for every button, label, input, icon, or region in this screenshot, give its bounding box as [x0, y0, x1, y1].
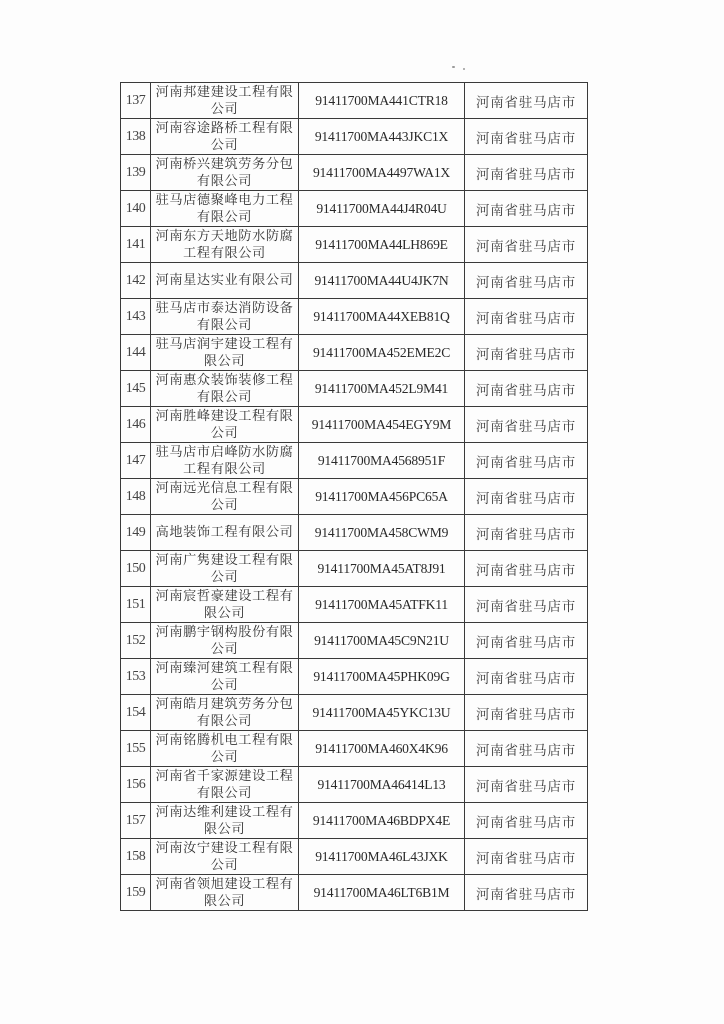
registration-region: 河南省驻马店市 [465, 299, 588, 335]
row-index: 140 [121, 191, 151, 227]
company-registry-table [120, 82, 588, 911]
registration-region: 河南省驻马店市 [465, 191, 588, 227]
registration-region: 河南省驻马店市 [465, 659, 588, 695]
credit-code: 91411700MA45AT8J91 [299, 551, 465, 587]
credit-code: 91411700MA452EME2C [299, 335, 465, 371]
registration-region: 河南省驻马店市 [465, 515, 588, 551]
table-row [121, 875, 588, 911]
row-index: 150 [121, 551, 151, 587]
credit-code: 91411700MA45YKC13U [299, 695, 465, 731]
company-name-cell [151, 623, 299, 659]
row-index: 143 [121, 299, 151, 335]
row-index: 138 [121, 119, 151, 155]
company-name-cell [151, 371, 299, 407]
company-name-cell [151, 551, 299, 587]
registration-region: 河南省驻马店市 [465, 83, 588, 119]
registration-region: 河南省驻马店市 [465, 227, 588, 263]
company-name: 河南省领旭建设工程有限公司 [155, 876, 294, 909]
credit-code: 91411700MA452L9M41 [299, 371, 465, 407]
row-index: 154 [121, 695, 151, 731]
company-name-cell [151, 839, 299, 875]
company-name-cell [151, 407, 299, 443]
company-name: 河南星达实业有限公司 [155, 273, 294, 288]
credit-code: 91411700MA46BDPX4E [299, 803, 465, 839]
table-row [121, 335, 588, 371]
row-index: 146 [121, 407, 151, 443]
row-index: 157 [121, 803, 151, 839]
company-name-cell [151, 695, 299, 731]
company-name: 驻马店德聚峰电力工程有限公司 [155, 192, 294, 225]
company-name-cell [151, 191, 299, 227]
company-name: 河南邦建建设工程有限公司 [155, 84, 294, 117]
credit-code: 91411700MA45ATFK11 [299, 587, 465, 623]
credit-code: 91411700MA456PC65A [299, 479, 465, 515]
company-name-cell [151, 443, 299, 479]
credit-code: 91411700MA44LH869E [299, 227, 465, 263]
credit-code: 91411700MA4568951F [299, 443, 465, 479]
credit-code: 91411700MA44J4R04U [299, 191, 465, 227]
table-row [121, 443, 588, 479]
credit-code: 91411700MA458CWM9 [299, 515, 465, 551]
company-name-cell [151, 299, 299, 335]
table-row [121, 263, 588, 299]
company-name: 河南宸哲豪建设工程有限公司 [155, 588, 294, 621]
table-row [121, 191, 588, 227]
company-name: 河南惠众装饰装修工程有限公司 [155, 372, 294, 405]
company-name: 河南达维利建设工程有限公司 [155, 804, 294, 837]
table-row [121, 695, 588, 731]
credit-code: 91411700MA46414L13 [299, 767, 465, 803]
registration-region: 河南省驻马店市 [465, 119, 588, 155]
company-name: 河南汝宁建设工程有限公司 [155, 840, 294, 873]
table-row [121, 551, 588, 587]
table-row [121, 731, 588, 767]
row-index: 149 [121, 515, 151, 551]
registration-region: 河南省驻马店市 [465, 155, 588, 191]
row-index: 144 [121, 335, 151, 371]
registration-region: 河南省驻马店市 [465, 479, 588, 515]
registration-region: 河南省驻马店市 [465, 551, 588, 587]
registration-region: 河南省驻马店市 [465, 263, 588, 299]
registration-region: 河南省驻马店市 [465, 803, 588, 839]
company-name: 驻马店市启峰防水防腐工程有限公司 [155, 444, 294, 477]
company-name-cell [151, 731, 299, 767]
row-index: 137 [121, 83, 151, 119]
row-index: 159 [121, 875, 151, 911]
table-row [121, 803, 588, 839]
registration-region: 河南省驻马店市 [465, 731, 588, 767]
company-name-cell [151, 767, 299, 803]
table-row [121, 587, 588, 623]
table-row [121, 155, 588, 191]
table-row [121, 119, 588, 155]
company-name-cell [151, 803, 299, 839]
row-index: 155 [121, 731, 151, 767]
registration-region: 河南省驻马店市 [465, 587, 588, 623]
company-name: 高地装饰工程有限公司 [155, 525, 294, 540]
credit-code: 91411700MA443JKC1X [299, 119, 465, 155]
row-index: 148 [121, 479, 151, 515]
company-name-cell [151, 263, 299, 299]
company-name: 河南鹏宇钢构股份有限公司 [155, 624, 294, 657]
company-name-cell [151, 119, 299, 155]
company-name: 河南皓月建筑劳务分包有限公司 [155, 696, 294, 729]
registration-region: 河南省驻马店市 [465, 407, 588, 443]
table-row [121, 659, 588, 695]
credit-code: 91411700MA441CTR18 [299, 83, 465, 119]
table-row [121, 83, 588, 119]
row-index: 153 [121, 659, 151, 695]
credit-code: 91411700MA44XEB81Q [299, 299, 465, 335]
company-name: 河南容途路桥工程有限公司 [155, 120, 294, 153]
table-row [121, 371, 588, 407]
company-name: 河南远光信息工程有限公司 [155, 480, 294, 513]
company-name-cell [151, 479, 299, 515]
registration-region: 河南省驻马店市 [465, 443, 588, 479]
company-name: 河南胜峰建设工程有限公司 [155, 408, 294, 441]
company-name: 驻马店润宇建设工程有限公司 [155, 336, 294, 369]
row-index: 145 [121, 371, 151, 407]
registration-region: 河南省驻马店市 [465, 767, 588, 803]
table-row [121, 299, 588, 335]
company-name-cell [151, 83, 299, 119]
company-name: 河南广隽建设工程有限公司 [155, 552, 294, 585]
table-row [121, 839, 588, 875]
row-index: 151 [121, 587, 151, 623]
row-index: 156 [121, 767, 151, 803]
credit-code: 91411700MA45PHK09G [299, 659, 465, 695]
company-name: 河南铭腾机电工程有限公司 [155, 732, 294, 765]
row-index: 158 [121, 839, 151, 875]
registration-region: 河南省驻马店市 [465, 695, 588, 731]
scan-speck [463, 68, 465, 70]
registration-region: 河南省驻马店市 [465, 623, 588, 659]
registration-region: 河南省驻马店市 [465, 335, 588, 371]
row-index: 147 [121, 443, 151, 479]
table-row [121, 767, 588, 803]
company-name-cell [151, 515, 299, 551]
registration-region: 河南省驻马店市 [465, 875, 588, 911]
row-index: 141 [121, 227, 151, 263]
table-body [121, 83, 588, 911]
row-index: 142 [121, 263, 151, 299]
company-name-cell [151, 875, 299, 911]
table-row [121, 407, 588, 443]
credit-code: 91411700MA46L43JXK [299, 839, 465, 875]
company-name-cell [151, 155, 299, 191]
credit-code: 91411700MA460X4K96 [299, 731, 465, 767]
credit-code: 91411700MA45C9N21U [299, 623, 465, 659]
company-name-cell [151, 335, 299, 371]
credit-code: 91411700MA44U4JK7N [299, 263, 465, 299]
registration-region: 河南省驻马店市 [465, 371, 588, 407]
company-name: 驻马店市泰达消防设备有限公司 [155, 300, 294, 333]
credit-code: 91411700MA46LT6B1M [299, 875, 465, 911]
row-index: 152 [121, 623, 151, 659]
company-name: 河南东方天地防水防腐工程有限公司 [155, 228, 294, 261]
company-name: 河南臻河建筑工程有限公司 [155, 660, 294, 693]
table-row [121, 479, 588, 515]
table-row [121, 623, 588, 659]
table-row [121, 515, 588, 551]
row-index: 139 [121, 155, 151, 191]
company-name: 河南省千家源建设工程有限公司 [155, 768, 294, 801]
company-name-cell [151, 587, 299, 623]
company-name-cell [151, 227, 299, 263]
credit-code: 91411700MA4497WA1X [299, 155, 465, 191]
credit-code: 91411700MA454EGY9M [299, 407, 465, 443]
company-name-cell [151, 659, 299, 695]
table-row [121, 227, 588, 263]
scan-speck [452, 66, 455, 68]
registration-region: 河南省驻马店市 [465, 839, 588, 875]
company-name: 河南桥兴建筑劳务分包有限公司 [155, 156, 294, 189]
